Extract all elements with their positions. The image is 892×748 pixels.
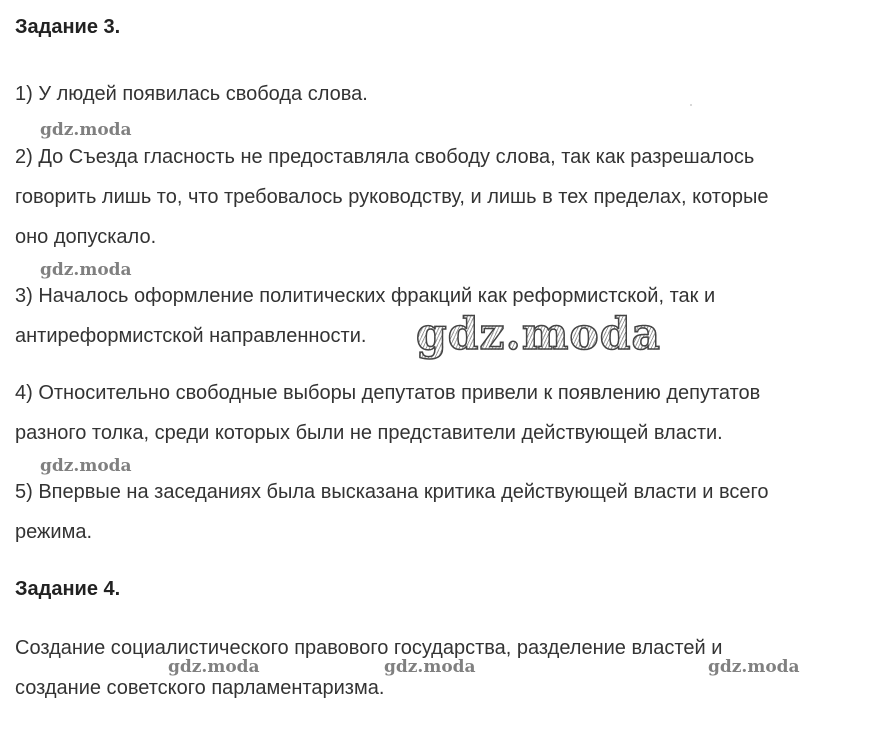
speck <box>690 104 692 106</box>
answer-line: говорить лишь то, что требовалось руководству, и лишь в тех пределах, которые <box>15 186 769 208</box>
task-3-heading: Задание 3. <box>15 16 121 38</box>
answer-line: антиреформистской направленности. <box>15 325 367 347</box>
answer-line: 4) Относительно свободные выборы депутатов привели к появлению депутатов <box>15 382 761 404</box>
task-3-answer-2 <box>15 137 887 257</box>
answer-line: режима. <box>15 521 93 543</box>
watermark: gdz.moda <box>708 657 800 677</box>
watermark: gdz.moda <box>384 657 476 677</box>
task-3-answer-1 <box>15 74 887 114</box>
task-3-answer-4 <box>15 373 887 453</box>
task-4-heading: Задание 4. <box>15 578 121 600</box>
answer-line: создание советского парламентаризма. <box>15 677 385 699</box>
answer-line: разного толка, среди которых были не представители действующей власти. <box>15 422 723 444</box>
answer-line: оно допускало. <box>15 226 157 248</box>
watermark: gdz.moda <box>40 120 132 140</box>
answer-line: 2) До Съезда гласность не предоставляла свободу слова, так как разрешалось <box>15 146 755 168</box>
answer-line: 3) Началось оформление политических фракций как реформистской, так и <box>15 285 716 307</box>
answer-line: Создание социалистического правового государства, разделение властей и <box>15 637 723 659</box>
watermark: gdz.moda <box>40 456 132 476</box>
task-3-answer-5 <box>15 472 887 552</box>
answer-line: 5) Впервые на заседаниях была высказана критика действующей власти и всего <box>15 481 769 503</box>
watermark: gdz.moda <box>40 260 132 280</box>
answer-line: 1) У людей появилась свобода слова. <box>15 83 368 105</box>
watermark-large: gdz.moda <box>416 309 662 360</box>
watermark: gdz.moda <box>168 657 260 677</box>
